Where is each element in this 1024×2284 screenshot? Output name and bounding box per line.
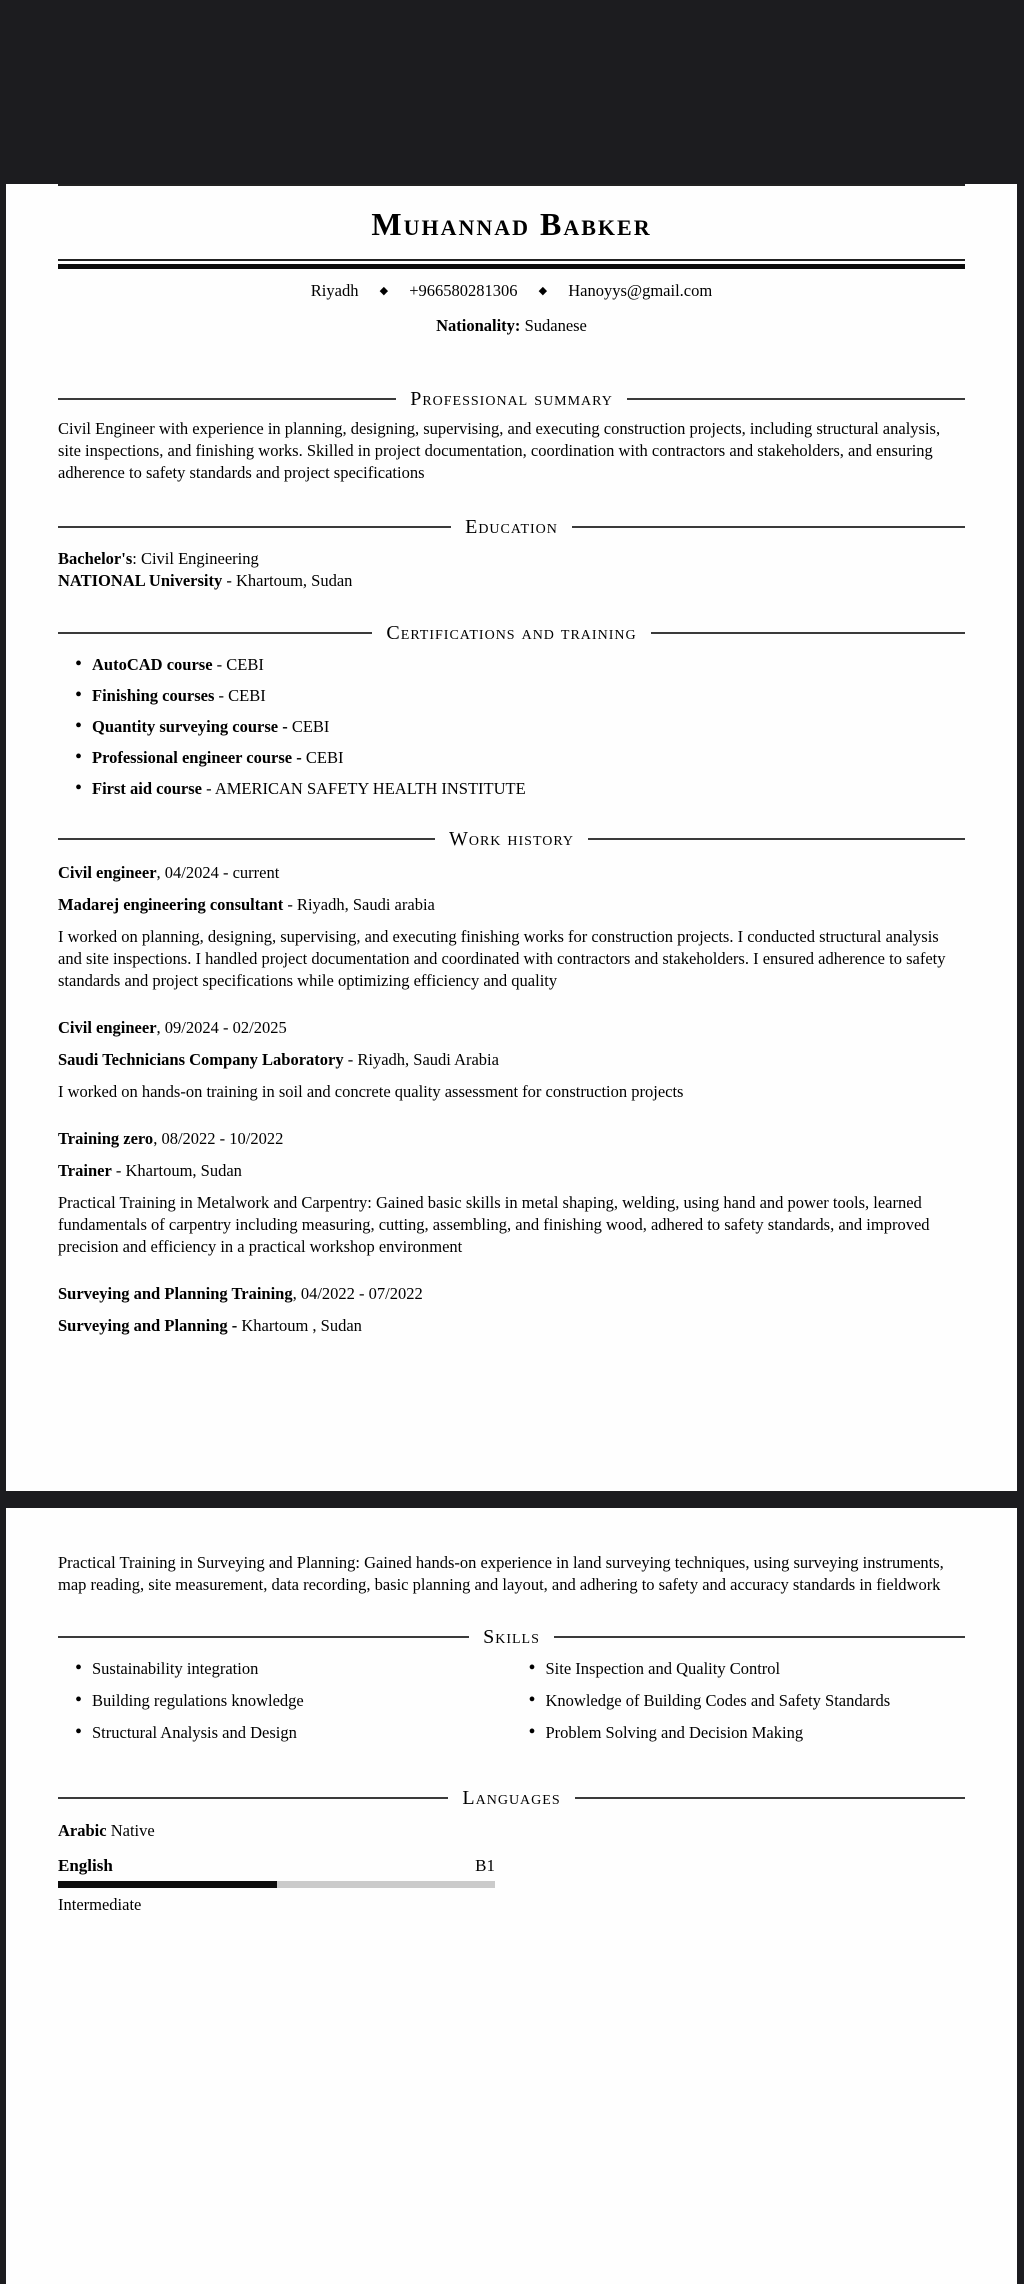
language-arabic-name: Arabic (58, 1821, 107, 1840)
education-degree-detail: : Civil Engineering (132, 549, 259, 568)
contact-phone: +966580281306 (409, 281, 518, 300)
section-heading-summary (58, 386, 965, 412)
language-arabic-level: Native (110, 1821, 155, 1840)
job-description: I worked on planning, designing, supervising, and executing finishing works for construction projects. I conducted structural analysis and site inspections. I handled project documentation and coordinated with contractors and stakeholders. I ensured adherence to safety standards and project specifications while optimizing efficiency and quality (58, 927, 946, 990)
work-description-continued: Practical Training in Surveying and Planning: Gained hands-on experience in land surveying techniques, using surveying instruments, map reading, site measurement, data recording, basic planning and layout, and adhering to safety and accuracy standards in fieldwork (58, 1553, 944, 1594)
heading-rule-left (58, 632, 372, 634)
language-english-name: English (58, 1856, 113, 1875)
certification-item: • AutoCAD course - CEBI (58, 654, 965, 676)
section-title: Professional summary (410, 388, 613, 410)
language-english-description: Intermediate (58, 1895, 142, 1914)
language-proficiency-bar-fill (58, 1881, 277, 1888)
section-title: Certifications and training (386, 622, 637, 644)
candidate-name: Muhannad Babker (371, 206, 652, 242)
job-title-line: Training zero, 08/2022 - 10/2022 (58, 1129, 284, 1148)
job-entry (58, 1017, 965, 1103)
heading-rule-left (58, 838, 435, 840)
job-entry (58, 1283, 965, 1337)
heading-rule-right (575, 1797, 965, 1799)
heading-rule-right (572, 526, 965, 528)
section-heading-work-history (58, 826, 965, 852)
language-english-cefr: B1 (475, 1856, 495, 1875)
language-english-block (58, 1855, 495, 1916)
section-heading-certifications (58, 620, 965, 646)
education-school-line (58, 570, 965, 592)
language-proficiency-bar (58, 1881, 495, 1888)
certification-item: • First aid course - AMERICAN SAFETY HEALTH INSTITUTE (58, 778, 965, 800)
skills-column-right (512, 1658, 966, 1754)
nationality-label: Nationality: (436, 316, 521, 335)
header-double-rule-thick (58, 264, 965, 269)
job-title-line: Civil engineer, 09/2024 - 02/2025 (58, 1018, 287, 1037)
heading-rule-right (651, 632, 965, 634)
skills-grid (58, 1658, 965, 1754)
section-heading-skills (58, 1624, 965, 1650)
job-description: I worked on hands-on training in soil and concrete quality assessment for construction projects (58, 1082, 684, 1101)
language-arabic-line (58, 1820, 965, 1842)
contact-location: Riyadh (310, 281, 359, 300)
skill-item: • Knowledge of Building Codes and Safety Standards (512, 1690, 966, 1712)
header-double-rule-thin (58, 259, 965, 261)
heading-rule-right (588, 838, 965, 840)
heading-rule-left (58, 398, 396, 400)
job-org-line: Trainer - Khartoum, Sudan (58, 1161, 242, 1180)
section-title: Skills (483, 1626, 540, 1648)
heading-rule-left (58, 1636, 469, 1638)
heading-rule-left (58, 526, 451, 528)
nationality-value: Sudanese (524, 316, 587, 335)
job-title-line: Civil engineer, 04/2024 - current (58, 863, 280, 882)
section-heading-languages (58, 1785, 965, 1811)
skill-item: • Sustainability integration (58, 1658, 512, 1680)
heading-rule-right (627, 398, 965, 400)
job-org-line: Surveying and Planning - Khartoum , Sudan (58, 1316, 362, 1335)
work-history-jobs (58, 862, 965, 1337)
certification-item: • Finishing courses - CEBI (58, 685, 965, 707)
contact-line (58, 281, 965, 301)
section-heading-education (58, 514, 965, 540)
skill-item: • Building regulations knowledge (58, 1690, 512, 1712)
section-title: Work history (448, 828, 575, 850)
certification-item: • Quantity surveying course - CEBI (58, 716, 965, 738)
resume-page-2 (6, 1508, 1017, 2284)
section-title: Languages (462, 1787, 561, 1809)
education-school-detail: - Khartoum, Sudan (222, 571, 353, 590)
certifications-list (58, 654, 965, 800)
education-degree-line (58, 548, 965, 570)
certification-item: • Professional engineer course - CEBI (58, 747, 965, 769)
skills-column-left (58, 1658, 512, 1754)
job-title-line: Surveying and Planning Training, 04/2022 - 07/2022 (58, 1284, 423, 1303)
language-english-row (58, 1855, 495, 1877)
section-title: Education (465, 516, 558, 538)
job-description: Practical Training in Metalwork and Carpentry: Gained basic skills in metal shaping, welding, using hand and power tools, learned fundamentals of carpentry including measuring, cutting, assembling, and finishing wood, adhered to safety standards, and improved precision and efficiency in a practical workshop environment (58, 1193, 930, 1256)
diamond-separator-icon: ◆ (379, 285, 389, 297)
diamond-separator-icon: ◆ (538, 285, 548, 297)
page-break-gap (0, 1491, 1024, 1508)
job-entry (58, 1128, 965, 1258)
education-school: NATIONAL University (58, 571, 223, 590)
skill-item: • Structural Analysis and Design (58, 1722, 512, 1744)
nationality-line (58, 316, 965, 336)
education-degree: Bachelor's (58, 549, 133, 568)
skill-item: • Problem Solving and Decision Making (512, 1722, 966, 1744)
job-org-line: Saudi Technicians Company Laboratory - Riyadh, Saudi Arabia (58, 1050, 499, 1069)
summary-paragraph: Civil Engineer with experience in planning, designing, supervising, and executing construction projects, including structural analysis, site inspections, and finishing works. Skilled in project documentation, coordination with contractors and stakeholders, and ensuring adherence to safety standards and project specifications (58, 419, 941, 482)
resume-page-1 (6, 184, 1017, 1491)
job-org-line: Madarej engineering consultant - Riyadh, Saudi arabia (58, 895, 435, 914)
contact-email: Hanoyys@gmail.com (568, 281, 713, 300)
header-name-row (58, 186, 965, 259)
skill-item: • Site Inspection and Quality Control (512, 1658, 966, 1680)
job-entry (58, 862, 965, 992)
heading-rule-left (58, 1797, 448, 1799)
heading-rule-right (554, 1636, 965, 1638)
